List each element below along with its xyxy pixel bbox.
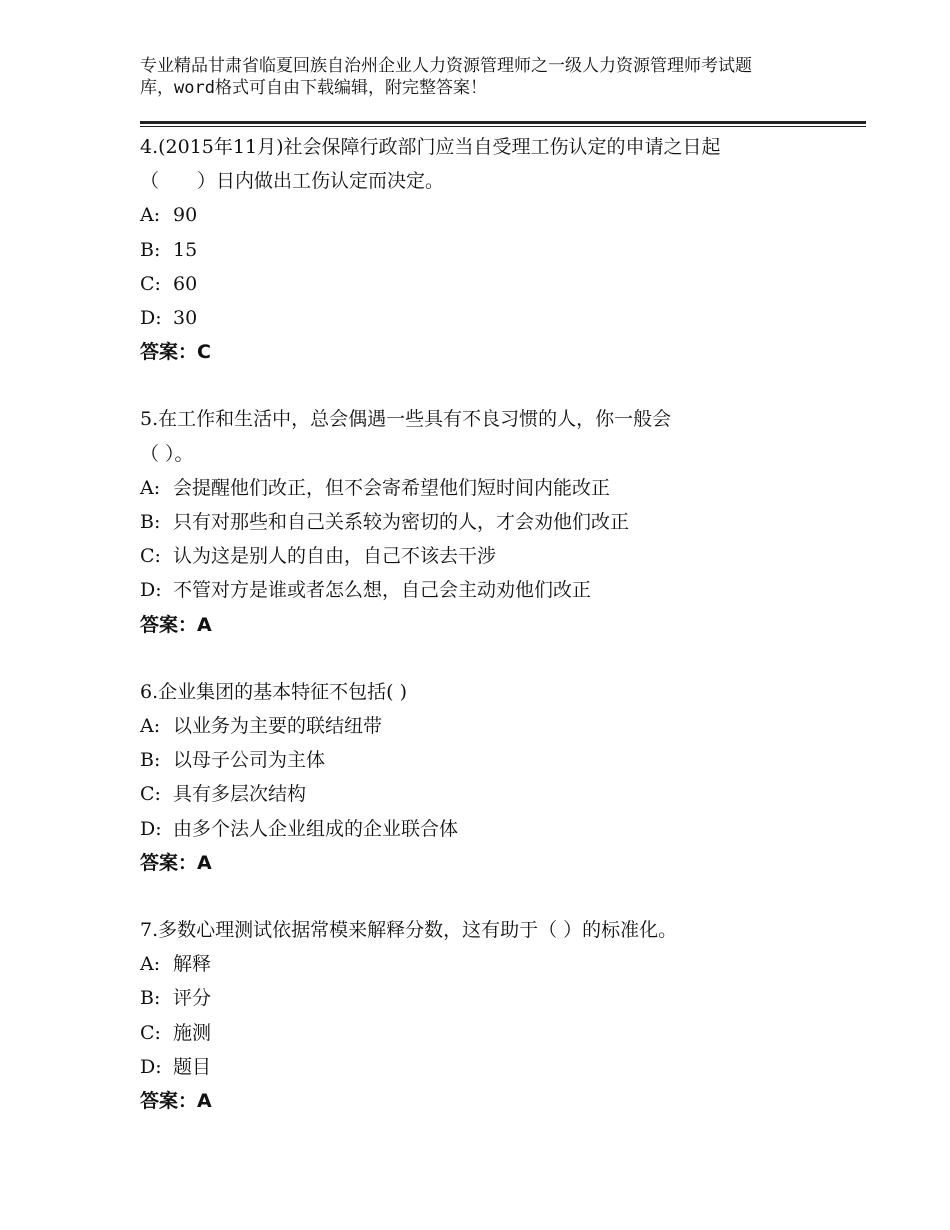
option-key: A: — [140, 204, 161, 227]
option-a — [140, 947, 840, 981]
option-key: C: — [140, 272, 161, 295]
option-key: B: — [140, 749, 161, 772]
header-divider-thin — [140, 126, 866, 127]
question-7 — [140, 913, 840, 1118]
option-c — [140, 1016, 840, 1050]
option-b — [140, 233, 840, 267]
option-key: B: — [140, 987, 161, 1010]
option-text: 以业务为主要的联结纽带 — [173, 715, 383, 738]
header-line-1: 专业精品甘肃省临夏回族自治州企业人力资源管理师之一级人力资源管理师考试题 — [140, 56, 752, 76]
option-text: 会提醒他们改正，但不会寄希望他们短时间内能改正 — [173, 476, 611, 499]
option-key: A: — [140, 715, 161, 738]
option-c — [140, 777, 840, 811]
option-text: 解释 — [173, 953, 212, 976]
option-a — [140, 471, 840, 505]
option-text: 以母子公司为主体 — [173, 749, 326, 772]
question-stem-line: 4.(2015年11月)社会保障行政部门应当自受理工伤认定的申请之日起 — [140, 136, 721, 158]
option-text: 由多个法人企业组成的企业联合体 — [173, 817, 459, 840]
question-stem-line: 6.企业集团的基本特征不包括( ) — [140, 680, 407, 703]
option-key: B: — [140, 238, 161, 261]
option-text: 施测 — [173, 1021, 212, 1044]
answer-label: 答案：C — [140, 341, 211, 364]
option-text: 具有多层次结构 — [173, 783, 307, 806]
option-b — [140, 743, 840, 777]
option-text: 30 — [173, 307, 198, 330]
option-key: D: — [140, 1055, 162, 1078]
option-d — [140, 812, 840, 846]
option-key: A: — [140, 953, 161, 976]
option-key: D: — [140, 307, 162, 330]
header-divider-thick — [140, 121, 866, 124]
option-c — [140, 539, 840, 573]
option-key: D: — [140, 579, 162, 602]
option-key: C: — [140, 545, 161, 568]
option-text: 只有对那些和自己关系较为密切的人，才会劝他们改正 — [173, 511, 630, 534]
header-line-2: 库，word格式可自由下载编辑，附完整答案！ — [140, 78, 487, 98]
option-key: A: — [140, 476, 161, 499]
question-stem-line: 7.多数心理测试依据常模来解释分数，这有助于（ ）的标准化。 — [140, 919, 678, 942]
option-text: 90 — [173, 204, 198, 227]
question-4 — [140, 130, 840, 369]
question-5 — [140, 402, 840, 641]
question-stem-line: 5.在工作和生活中，总会偶遇一些具有不良习惯的人，你一般会 — [140, 408, 672, 431]
option-text: 认为这是别人的自由，自己不该去干涉 — [173, 545, 497, 568]
option-b — [140, 505, 840, 539]
option-a — [140, 709, 840, 743]
option-d — [140, 573, 840, 607]
question-6 — [140, 675, 840, 880]
option-a — [140, 198, 840, 232]
question-stem-line: （ ）。 — [140, 442, 194, 465]
option-d — [140, 301, 840, 335]
answer-label: 答案：A — [140, 1090, 212, 1113]
option-key: C: — [140, 783, 161, 806]
option-key: B: — [140, 511, 161, 534]
option-text: 不管对方是谁或者怎么想，自己会主动劝他们改正 — [173, 579, 592, 602]
question-stem-line: （ ）日内做出工伤认定而决定。 — [140, 170, 445, 193]
option-c — [140, 267, 840, 301]
option-d — [140, 1050, 840, 1084]
option-text: 评分 — [173, 987, 212, 1010]
question-list — [140, 130, 840, 1151]
option-text: 15 — [173, 238, 198, 261]
option-key: C: — [140, 1021, 161, 1044]
answer-label: 答案：A — [140, 613, 212, 636]
document-header — [140, 55, 830, 99]
answer-label: 答案：A — [140, 851, 212, 874]
option-b — [140, 981, 840, 1015]
option-text: 题目 — [173, 1055, 212, 1078]
option-text: 60 — [173, 272, 198, 295]
option-key: D: — [140, 817, 162, 840]
